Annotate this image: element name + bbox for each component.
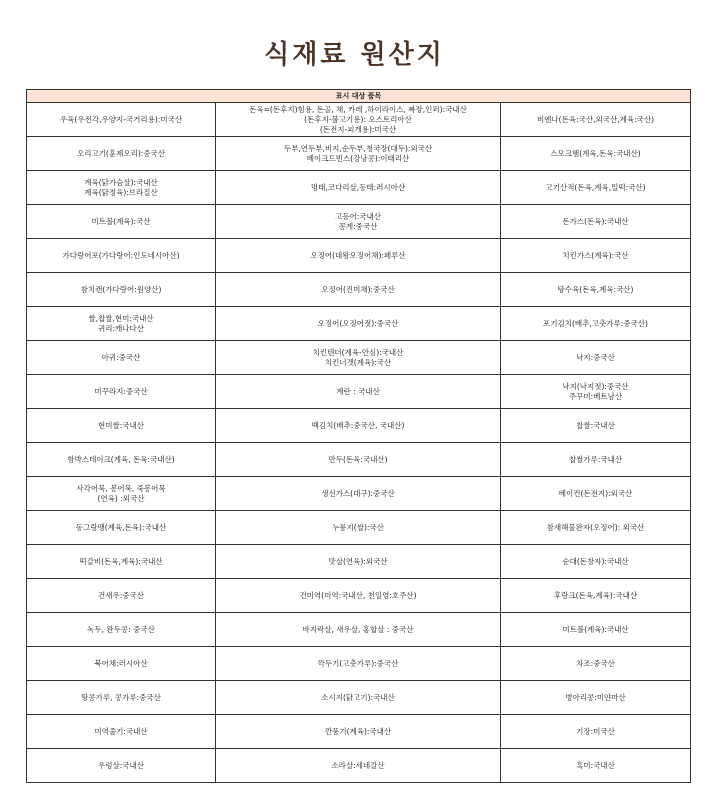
table-cell: 명태,코다리살,동태:러시아산 (216, 171, 501, 205)
table-row (27, 715, 691, 749)
table-cell: 낙지:중국산 (501, 341, 691, 375)
table-cell: 포기김치(배추,고춧가루:중국산) (501, 307, 691, 341)
table-cell: 동그랑땡(계육,돈육):국내산 (27, 511, 216, 545)
table-cell: 떡갈비(돈육,계육):국내산 (27, 545, 216, 579)
table-row (27, 511, 691, 545)
table-cell: 고등어:국내산 꽁게:중국산 (216, 205, 501, 239)
table-cell: 스모크햄(계육,돈육:국내산) (501, 137, 691, 171)
table-cell: 치킨가스(계육):국산 (501, 239, 691, 273)
table-cell: 두부,연두부,비지,순두부,청국장(대두):외국산 베이크드빈스(강낭콩):이태리산 (216, 137, 501, 171)
table-row (27, 545, 691, 579)
table-cell: 가다랑어포(가다랑어:인도네시아산) (27, 239, 216, 273)
table-cell: 낙지(낙지젓):중국산 주꾸미:베트남산 (501, 375, 691, 409)
table-cell: 기장:미국산 (501, 715, 691, 749)
table-row (27, 239, 691, 273)
page-title: 식재료 원산지 (264, 40, 445, 70)
table-cell: 미꾸라지:중국산 (27, 375, 216, 409)
table-cell: 참새해물완자(오징어): 외국산 (501, 511, 691, 545)
table-cell: 참치캔(가다랑어:원양산) (27, 273, 216, 307)
table-cell: 돈가스(돈육):국내산 (501, 205, 691, 239)
table-cell: 찹쌀:국내산 (501, 409, 691, 443)
table-cell: 현미쌀:국내산 (27, 409, 216, 443)
table-header: 표시 대상 품목 (27, 90, 691, 103)
table-row (27, 443, 691, 477)
table-cell: 베이컨(돈전지):외국산 (501, 477, 691, 511)
table-cell: 소시지(닭고기):국내산 (216, 681, 501, 715)
table-cell: 오징어(진미채):중국산 (216, 273, 501, 307)
table-cell: 순대(돈창자):국내산 (501, 545, 691, 579)
table-cell: 고기산적(돈육,계육,밀떡:국산) (501, 171, 691, 205)
table-cell: 계란 : 국내산 (216, 375, 501, 409)
table-cell: 돈육=(돈후지)힘용, 돈골, 채, 카레 ,하이라이스, 짜장,인퍼):국내산 (돈후지-불고기용): 오스트리아산 (돈전지-피개용):미국산 (216, 103, 501, 137)
table-cell: 치킨텐더(계육-안심):국내산 치킨너겟(계육):국산 (216, 341, 501, 375)
table-cell: 쌀,찹쌀,현미:국내산 귀리:캐나다산 (27, 307, 216, 341)
table-cell: 녹두, 완두콩: 중국산 (27, 613, 216, 647)
table-row (27, 341, 691, 375)
table-cell: 건새우:중국산 (27, 579, 216, 613)
table-cell: 오리고기(훈제오리):중국산 (27, 137, 216, 171)
table-row (27, 477, 691, 511)
table-cell: 오징어(오징어젓):중국산 (216, 307, 501, 341)
table-row (27, 375, 691, 409)
table-cell: 북어채:러시아산 (27, 647, 216, 681)
table-cell: 함박스테이크(계육, 돈육:국내산) (27, 443, 216, 477)
table-cell: 생선가스(대구):중국산 (216, 477, 501, 511)
table-cell: 누룽지(쌀):국산 (216, 511, 501, 545)
table-cell: 맛살(연육):외국산 (216, 545, 501, 579)
table-row (27, 579, 691, 613)
table-cell: 사각어묵, 봉어묵, 죽봉어묵 (연육) :외국산 (27, 477, 216, 511)
table-row (27, 409, 691, 443)
table-row (27, 273, 691, 307)
table-cell: 오징어(대왕오징어채):페루산 (216, 239, 501, 273)
table-cell: 만두(돈육:국내산) (216, 443, 501, 477)
table-cell: 우육(우전각,우양지-국거리용):미국산 (27, 103, 216, 137)
table-cell: 탕수육(돈육,계육:국산) (501, 273, 691, 307)
table-cell: 후랑크(돈육,계육):국내산 (501, 579, 691, 613)
table-cell: 비엔나(돈육:국산,외국산,계육:국산) (501, 103, 691, 137)
table-cell: 미트볼(계육):국내산 (501, 613, 691, 647)
table-row (27, 205, 691, 239)
table-cell: 차조:중국산 (501, 647, 691, 681)
table-cell: 계육(닭가슴살):국내산 계육(닭정육):브라질산 (27, 171, 216, 205)
table-cell: 바지락살, 새우살, 홍합살 : 중국산 (216, 613, 501, 647)
table-cell: 미역줄기:국내산 (27, 715, 216, 749)
table-cell: 아귀:중국산 (27, 341, 216, 375)
table-cell: 건미역(미역:국내산, 천일염:호주산) (216, 579, 501, 613)
table-row (27, 681, 691, 715)
table-cell: 흑미:국내산 (501, 749, 691, 783)
table-cell: 백김치(배추:중국산, 국내산) (216, 409, 501, 443)
table-cell: 우렁살:국내산 (27, 749, 216, 783)
table-row (27, 171, 691, 205)
table-cell: 병아리콩:미얀마산 (501, 681, 691, 715)
table-row (27, 137, 691, 171)
origin-table (26, 89, 691, 783)
table-cell: 깍두기(고춧가루):중국산 (216, 647, 501, 681)
table-header-row (27, 90, 691, 103)
table-cell: 땅콩가루, 콩가루:중국산 (27, 681, 216, 715)
table-row (27, 103, 691, 137)
table-cell: 소라살:세네갈산 (216, 749, 501, 783)
table-cell: 미트볼(계육):국산 (27, 205, 216, 239)
table-cell: 찹쌀가루:국내산 (501, 443, 691, 477)
table-body (27, 103, 691, 783)
table-cell: 깐풍기(계육):국내산 (216, 715, 501, 749)
table-row (27, 647, 691, 681)
table-row (27, 613, 691, 647)
table-row (27, 307, 691, 341)
table-row (27, 749, 691, 783)
